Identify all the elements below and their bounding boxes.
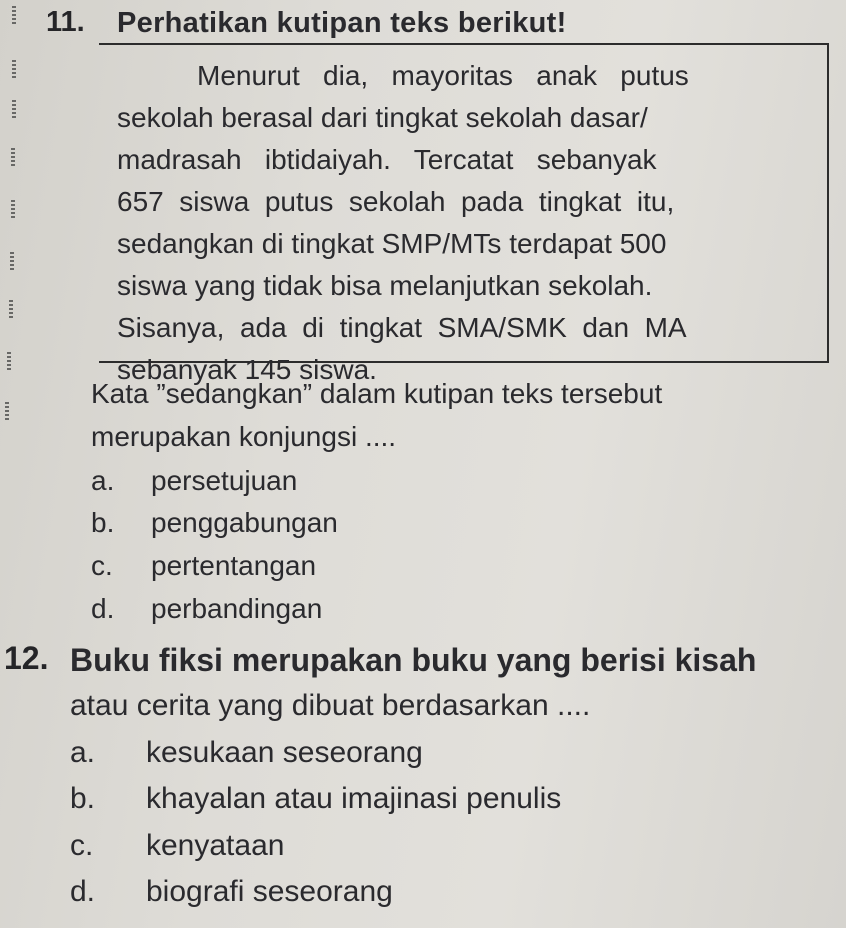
binding-mark [12,6,16,26]
question-11-number: 11. [46,6,85,38]
question-11-stem: Kata ”sedangkan” dalam kutipan teks tersebut [91,378,663,409]
option-letter: c. [70,829,94,862]
quote-line: Sisanya, ada di tingkat SMA/SMK dan MA [117,312,687,343]
quote-line: sebanyak 145 siswa. [117,354,377,385]
option-text: penggabungan [151,507,338,538]
binding-mark [11,148,15,168]
option-letter: a. [91,465,115,496]
question-11-instruction: Perhatikan kutipan teks berikut! [117,7,567,39]
option-text: biografi seseorang [146,875,393,908]
option-text: pertentangan [151,550,317,581]
question-12-option-c[interactable] [70,826,284,866]
question-12-number: 12. [4,640,49,676]
quote-line: madrasah ibtidaiyah. Tercatat sebanyak [117,144,657,175]
quote-line: siswa yang tidak bisa melanjutkan sekolah. [117,270,653,301]
binding-mark [10,252,14,272]
binding-mark [12,100,16,120]
option-text: persetujuan [151,465,298,496]
question-12-stem: atau cerita yang dibuat berdasarkan .... [70,689,591,722]
question-12-stem: Buku fiksi merupakan buku yang berisi kisah [70,642,757,678]
question-11-stem: merupakan konjungsi .... [91,421,397,452]
question-11-option-d[interactable] [91,589,322,629]
option-letter: c. [91,550,113,581]
quote-line: sedangkan di tingkat SMP/MTs terdapat 500 [117,228,667,259]
binding-mark [11,200,15,220]
option-letter: a. [70,736,96,769]
binding-mark [7,352,11,372]
binding-mark [9,300,13,320]
binding-mark [5,402,9,422]
question-12-option-a[interactable] [70,733,423,773]
option-text: kesukaan seseorang [146,736,423,769]
option-letter: d. [91,593,115,624]
binding-mark [12,60,16,80]
option-text: kenyataan [146,829,285,862]
quote-line: Menurut dia, mayoritas anak putus [197,60,689,91]
option-text: perbandingan [151,593,323,624]
question-11-option-c[interactable] [91,546,316,586]
question-11-option-b[interactable] [91,503,338,543]
option-letter: b. [70,782,96,815]
quote-line: 657 siswa putus sekolah pada tingkat itu, [117,186,675,217]
binding-margin [0,0,28,928]
option-letter: b. [91,507,115,538]
question-11-option-a[interactable] [91,461,297,501]
option-letter: d. [70,875,96,908]
option-text: khayalan atau imajinasi penulis [146,782,562,815]
question-12-option-d[interactable] [70,872,393,912]
quote-line: sekolah berasal dari tingkat sekolah dasar/ [117,102,648,133]
question-12-option-b[interactable] [70,779,561,819]
